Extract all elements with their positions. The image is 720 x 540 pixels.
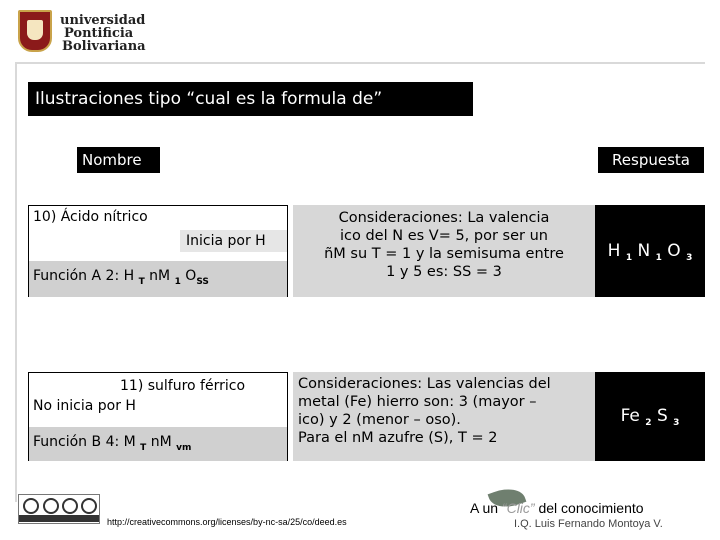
- slide-title: Ilustraciones tipo “cual es la formula de”: [28, 82, 473, 116]
- author-name: I.Q. Luis Fernando Montoya V.: [514, 518, 663, 530]
- question-11-function: Función B 4: M $_T$ nM $_{vm}$: [33, 434, 192, 453]
- logo-line-3: Bolivariana: [62, 39, 146, 54]
- frame-left-line: [15, 62, 17, 502]
- question-11-answer: Fe $_2$ S $_3$: [595, 372, 705, 461]
- considerations-line: ñM su T = 1 y la semisuma entre: [324, 246, 564, 262]
- considerations-line: Consideraciones: La valencia: [338, 210, 550, 226]
- frame-top-line: [15, 62, 705, 64]
- header-nombre: Nombre: [77, 147, 160, 173]
- question-10-function: Función A 2: H $_T$ nM $_1$ $O_{SS}$: [33, 268, 209, 287]
- considerations-line: ico) y 2 (menor – oso).: [298, 412, 461, 428]
- logo-line-1: universidad: [60, 13, 146, 28]
- logo-line-2: Pontificia: [64, 26, 134, 41]
- question-11-hint: No inicia por H: [33, 398, 136, 414]
- question-11-considerations: [293, 372, 595, 461]
- question-10-hint: Inicia por H: [180, 230, 287, 252]
- considerations-line: ico del N es V= 5, por ser un: [340, 228, 548, 244]
- license-url[interactable]: http://creativecommons.org/licenses/by-nc-sa/25/co/deed.es: [107, 517, 347, 527]
- question-11-name: 11) sulfuro férrico: [120, 378, 246, 394]
- question-10-name: 10) Ácido nítrico: [33, 209, 148, 225]
- by-icon: [43, 498, 59, 514]
- sa-icon: [81, 498, 97, 514]
- footer-slogan: A un “Clic” del conocimiento: [470, 500, 644, 516]
- considerations-line: Para el nM azufre (S), T = 2: [298, 430, 498, 446]
- question-10-answer: H $_1$ N $_1$ O $_3$: [595, 205, 705, 297]
- question-10-considerations: [293, 205, 595, 297]
- considerations-line: Consideraciones: Las valencias del: [298, 376, 551, 392]
- header-respuesta: Respuesta: [598, 147, 704, 173]
- university-shield-logo: [18, 10, 52, 52]
- nc-icon: [62, 498, 78, 514]
- considerations-line: 1 y 5 es: SS = 3: [386, 264, 502, 280]
- creative-commons-badge-icon: [18, 494, 100, 524]
- considerations-line: metal (Fe) hierro son: 3 (mayor –: [298, 394, 537, 410]
- university-logo-text: [60, 14, 146, 53]
- cc-icon: [23, 498, 39, 514]
